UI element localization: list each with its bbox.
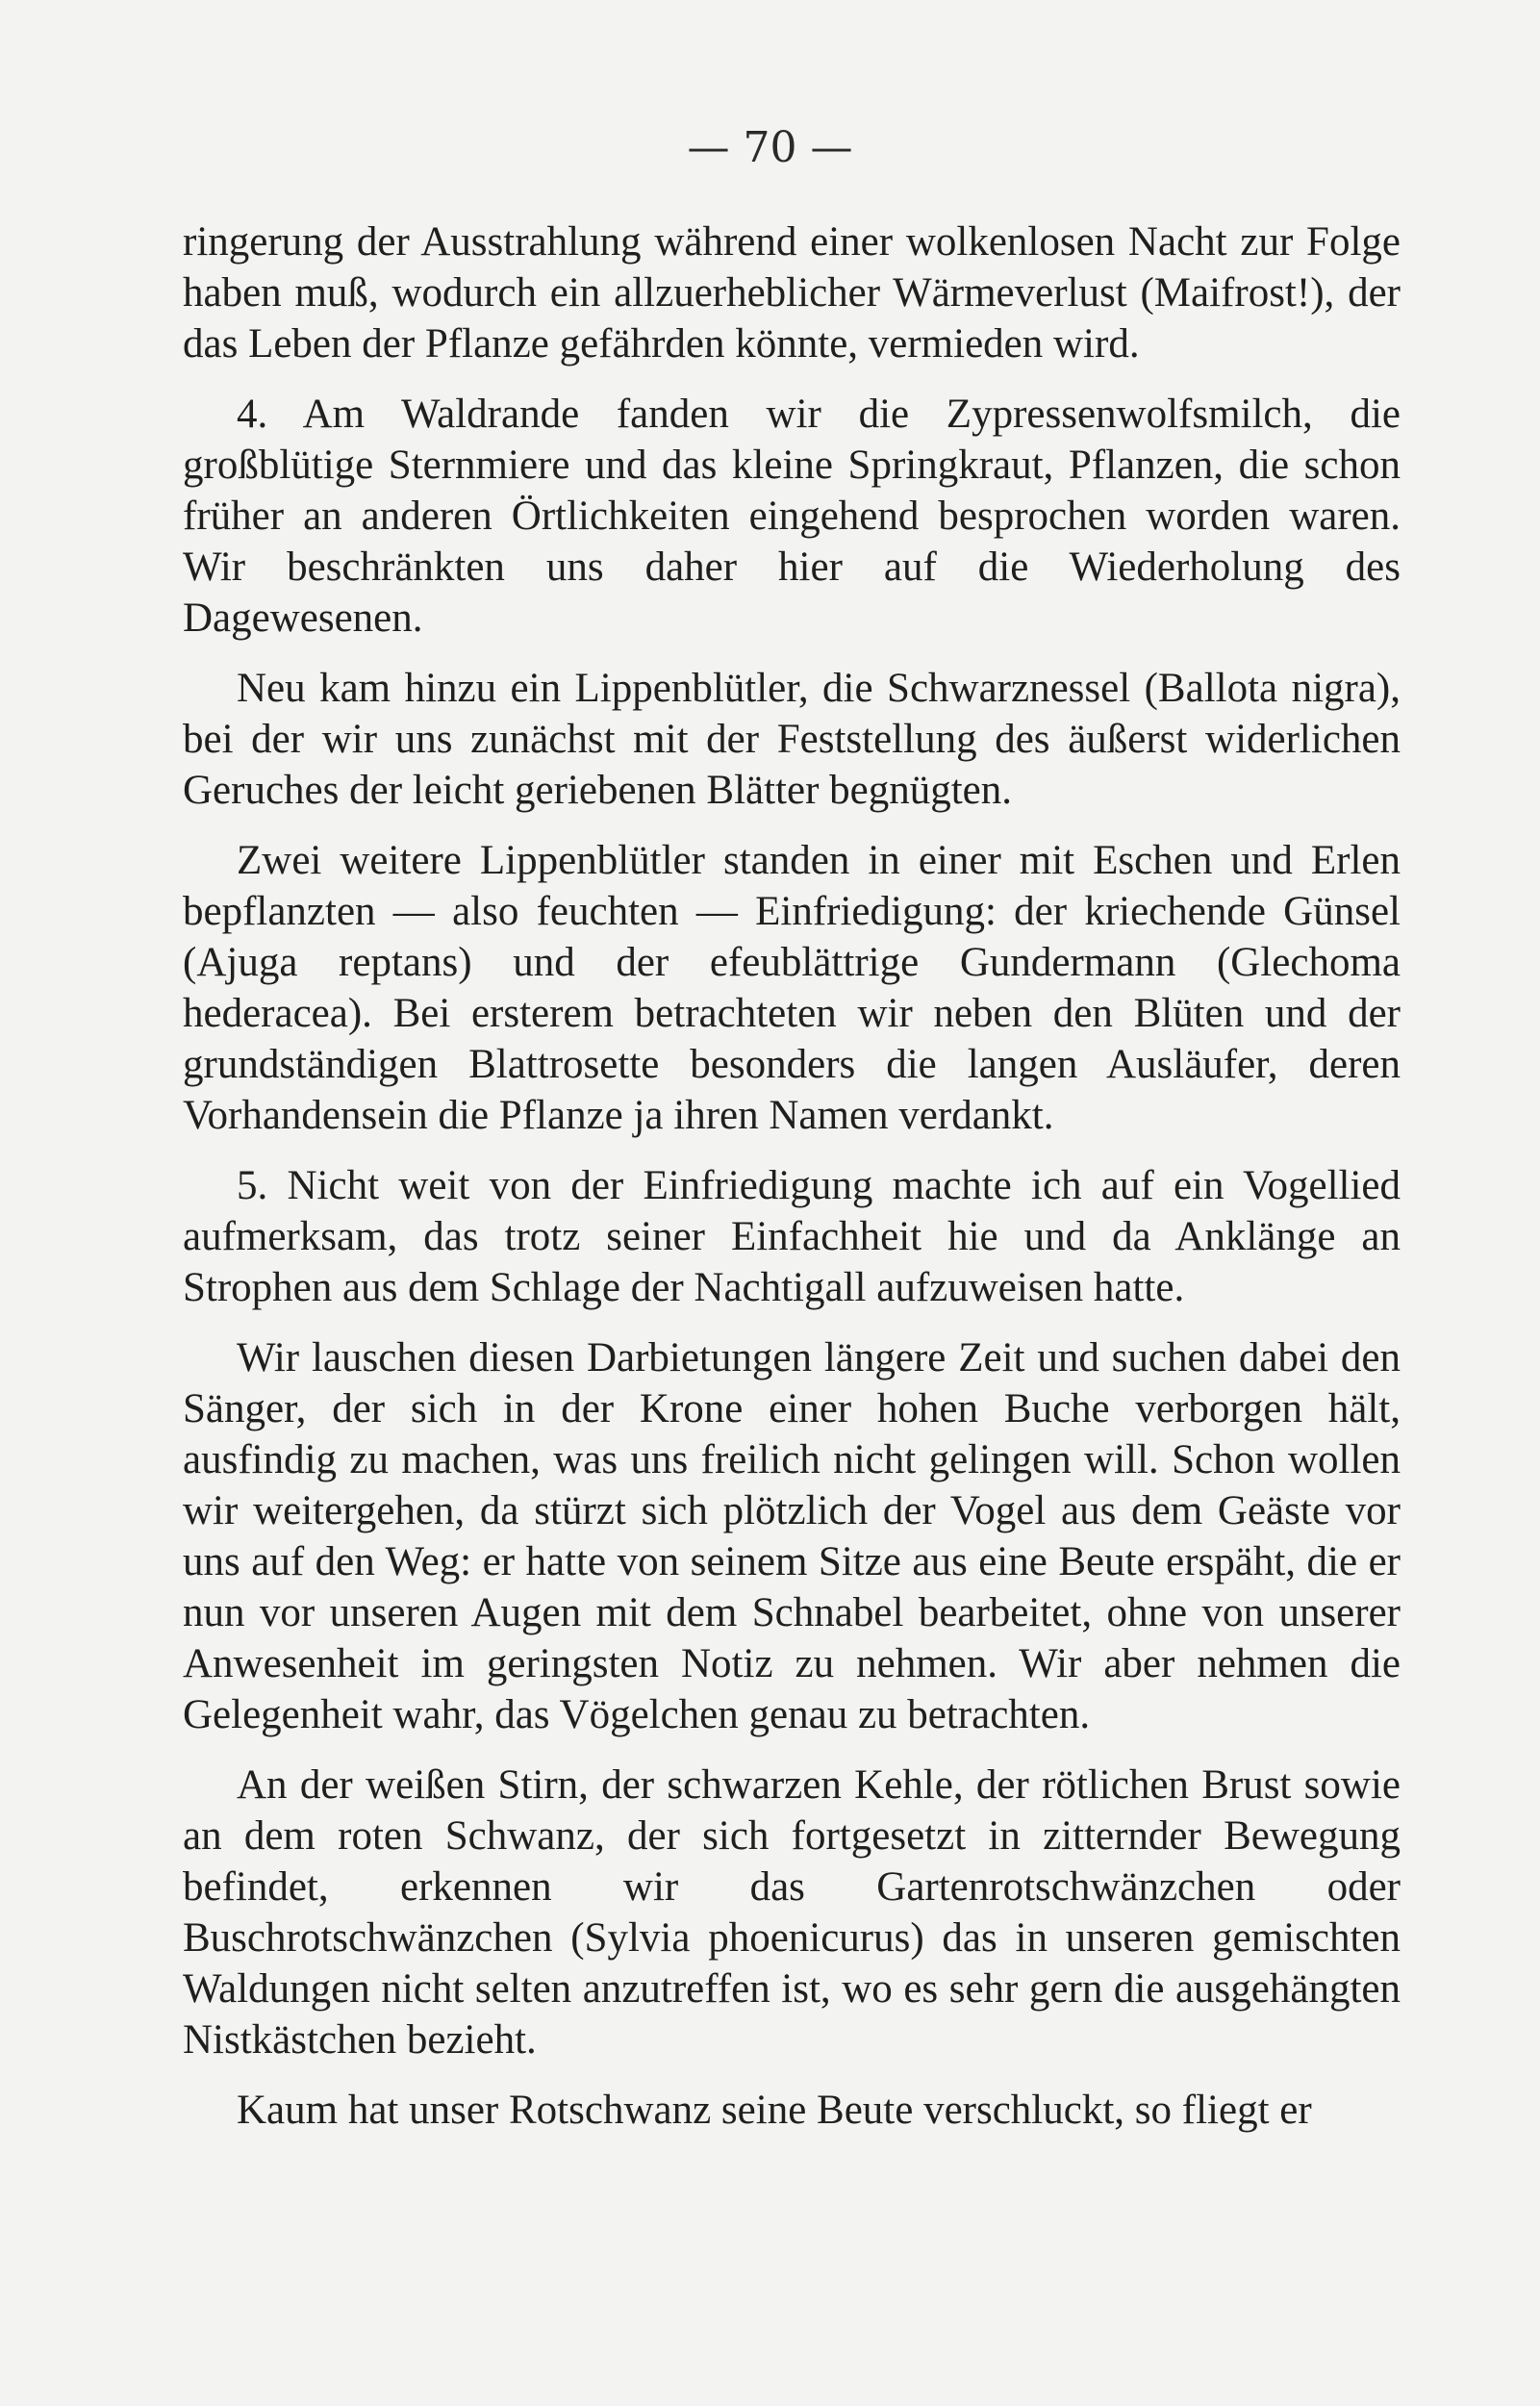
paragraph-1: ringerung der Ausstrahlung während einer wolkenlosen Nacht zur Folge haben muß, wodurch ein allzuerheblicher Wärmeverlust (Maifrost!), der das Leben der Pflanze gefährden könnte, vermieden wird. <box>183 219 1401 367</box>
body-text <box>183 216 1401 2155</box>
paragraph-7: An der weißen Stirn, der schwarzen Kehle, der rötlichen Brust sowie an dem roten Schwanz, der sich fortgesetzt in zitternder Bewegung befindet, erkennen wir das Gartenrotschwänzchen oder Buschrotschwänzchen (Sylvia phoenicurus) das in unseren gemischten Waldungen nicht selten anzutreffen ist, wo es sehr gern die ausgehängten Nistkästchen bezieht. <box>183 1762 1401 2063</box>
paragraph-6: Wir lauschen diesen Darbietungen längere Zeit und suchen dabei den Sänger, der sich in der Krone einer hohen Buche verborgen hält, ausfindig zu machen, was uns freilich nicht gelingen will. Schon wollen wir weitergehen, da stürzt sich plötzlich der Vogel aus dem Geäste vor uns auf den Weg: er hatte von seinem Sitze aus eine Beute erspäht, die er nun vor unseren Augen mit dem Schnabel bearbeitet, ohne von unserer Anwesenheit im geringsten Notiz zu nehmen. Wir aber nehmen die Gelegenheit wahr, das Vögelchen genau zu betrachten. <box>183 1335 1401 1737</box>
paragraph-2: 4. Am Waldrande fanden wir die Zypressenwolfsmilch, die großblütige Sternmiere und das kleine Springkraut, Pflanzen, die schon früher an anderen Örtlichkeiten eingehend besprochen worden waren. Wir beschränkten uns daher hier auf die Wiederholung des Dagewesenen. <box>183 392 1401 641</box>
page-number: — 70 — <box>687 123 853 172</box>
paragraph-5: 5. Nicht weit von der Einfriedigung machte ich auf ein Vogellied aufmerksam, das trotz seiner Einfachheit hie und da Anklänge an Strophen aus dem Schlage der Nachtigall aufzuweisen hatte. <box>183 1163 1401 1310</box>
paragraph-8: Kaum hat unser Rotschwanz seine Beute verschluckt, so fliegt er <box>237 2088 1312 2133</box>
paragraph-4: Zwei weitere Lippenblütler standen in einer mit Eschen und Erlen bepflanzten — also feuchten — Einfriedigung: der kriechende Günsel (Ajuga reptans) und der efeublättrige Gundermann (Glechoma hederacea). Bei ersterem betrachteten wir neben den Blüten und der grundständigen Blattrosette besonders die langen Ausläufer, deren Vorhandensein die Pflanze ja ihren Namen verdankt. <box>183 838 1401 1138</box>
paragraph-3: Neu kam hinzu ein Lippenblütler, die Schwarznessel (Ballota nigra), bei der wir uns zunächst mit der Feststellung des äußerst widerlichen Geruches der leicht geriebenen Blätter begnügten. <box>183 666 1401 813</box>
